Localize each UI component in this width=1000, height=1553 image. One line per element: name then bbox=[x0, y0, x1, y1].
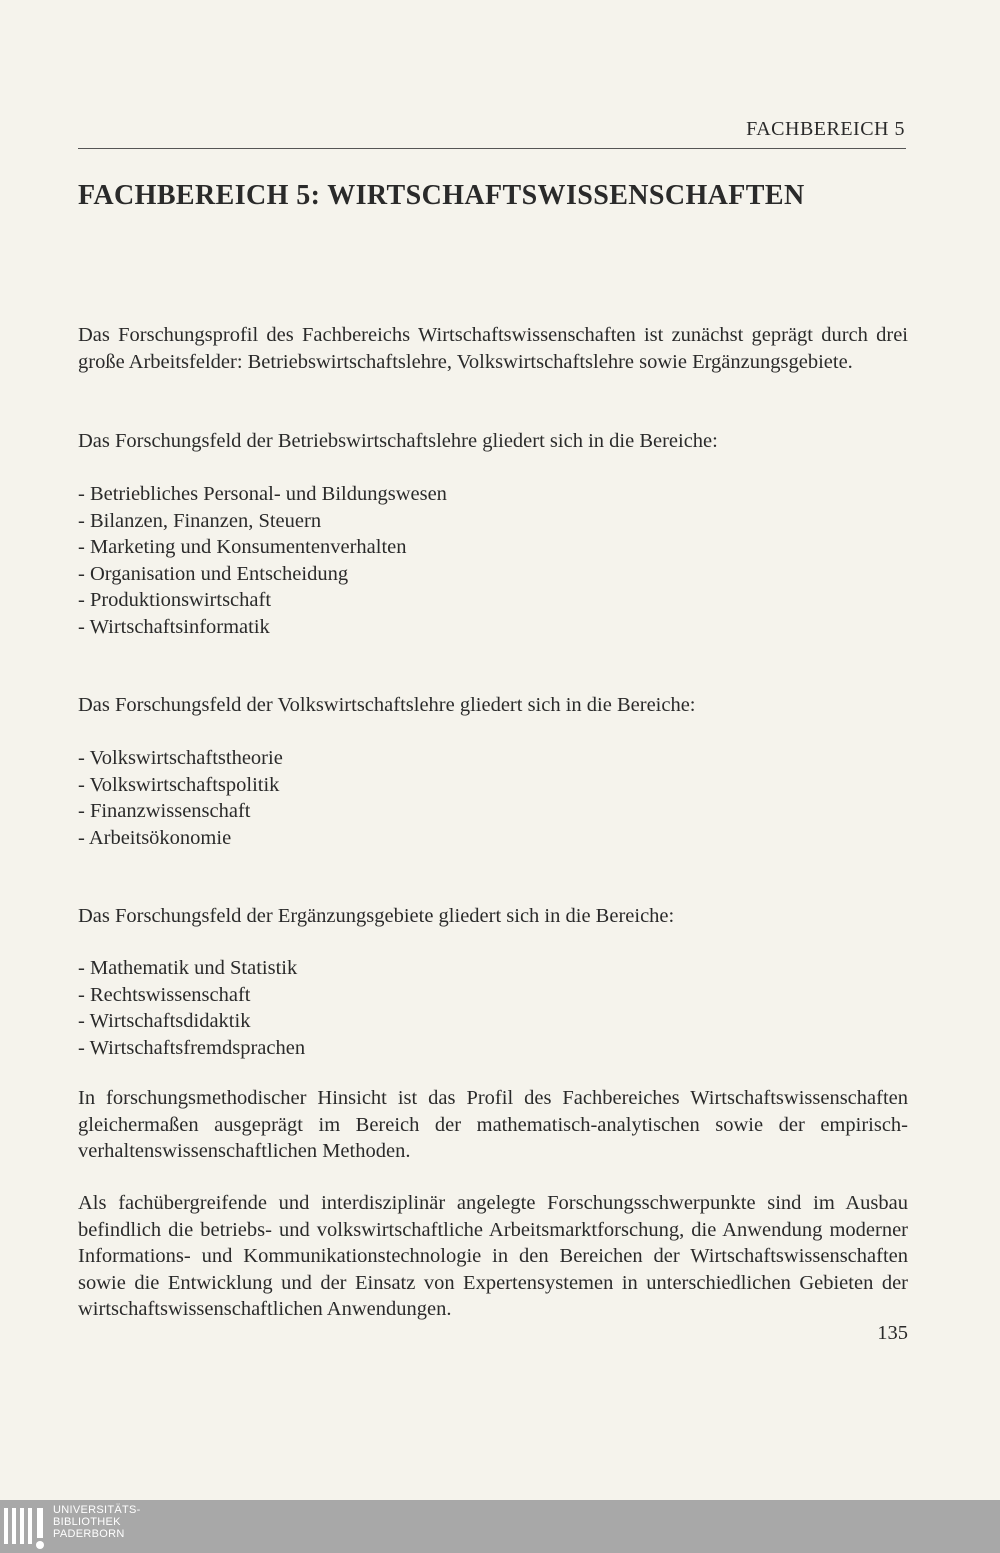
intro-paragraph: Das Forschungsprofil des Fachbereichs Wirtschaftswissenschaften ist zunächst geprägt durch drei große Arbeitsfelder: Betriebswirtschaftslehre, Volkswirtschaftslehre sowie Ergänzungsgebiete. bbox=[78, 324, 908, 373]
methods-paragraph: In forschungsmethodischer Hinsicht ist das Profil des Fachbereiches Wirtschaftswissenschaften gleichermaßen ausgeprägt im Bereich der mathematisch-analytischen sowie der empirisch-verhaltenswissenschaftlichen Methoden. bbox=[78, 1087, 908, 1162]
list-item: - Organisation und Entscheidung bbox=[78, 561, 447, 588]
vwl-intro-paragraph: Das Forschungsfeld der Volkswirtschaftslehre gliedert sich in die Bereiche: bbox=[78, 694, 696, 716]
list-item: - Marketing und Konsumentenverhalten bbox=[78, 534, 447, 561]
list-item: - Wirtschaftsfremdsprachen bbox=[78, 1035, 305, 1062]
library-name bbox=[53, 1504, 141, 1540]
library-name-line: BIBLIOTHEK bbox=[53, 1516, 121, 1528]
list-item: - Volkswirtschaftstheorie bbox=[78, 745, 283, 772]
vwl-list bbox=[78, 745, 283, 851]
list-item: - Wirtschaftsinformatik bbox=[78, 614, 447, 641]
bwl-intro-paragraph: Das Forschungsfeld der Betriebswirtschaftslehre gliedert sich in die Bereiche: bbox=[78, 430, 718, 452]
library-name-line: UNIVERSITÄTS- bbox=[53, 1504, 141, 1516]
erg-intro-paragraph: Das Forschungsfeld der Ergänzungsgebiete gliedert sich in die Bereiche: bbox=[78, 905, 675, 927]
library-name-line: PADERBORN bbox=[53, 1528, 125, 1540]
list-item: - Arbeitsökonomie bbox=[78, 825, 283, 852]
header-rule bbox=[78, 148, 906, 149]
list-item: - Produktionswirtschaft bbox=[78, 587, 447, 614]
bwl-list bbox=[78, 481, 447, 640]
list-item: - Mathematik und Statistik bbox=[78, 955, 305, 982]
list-item: - Wirtschaftsdidaktik bbox=[78, 1008, 305, 1035]
erg-list bbox=[78, 955, 305, 1061]
list-item: - Volkswirtschaftspolitik bbox=[78, 772, 283, 799]
running-head: FACHBEREICH 5 bbox=[746, 118, 905, 140]
list-item: - Finanzwissenschaft bbox=[78, 798, 283, 825]
library-footer bbox=[0, 1500, 1000, 1553]
outlook-paragraph: Als fachübergreifende und interdisziplinär angelegte Forschungsschwerpunkte sind im Ausbau befindlich die betriebs- und volkswirtschaftliche Arbeitsmarktforschung, die Anwendung moderner Informations- und Kommunikationstechnologie in den Bereichen der Wirtschaftswissenschaften sowie die Entwicklung und der Einsatz von Expertensystemen in unterschiedlichen Gebieten der wirtschaftswissenschaftlichen Anwendungen. bbox=[78, 1192, 908, 1320]
list-item: - Bilanzen, Finanzen, Steuern bbox=[78, 508, 447, 535]
list-item: - Rechtswissenschaft bbox=[78, 982, 305, 1009]
page-title: FACHBEREICH 5: WIRTSCHAFTSWISSENSCHAFTEN bbox=[78, 180, 805, 211]
page-number: 135 bbox=[877, 1322, 908, 1344]
list-item: - Betriebliches Personal- und Bildungswesen bbox=[78, 481, 447, 508]
library-bars-icon bbox=[4, 1504, 50, 1550]
